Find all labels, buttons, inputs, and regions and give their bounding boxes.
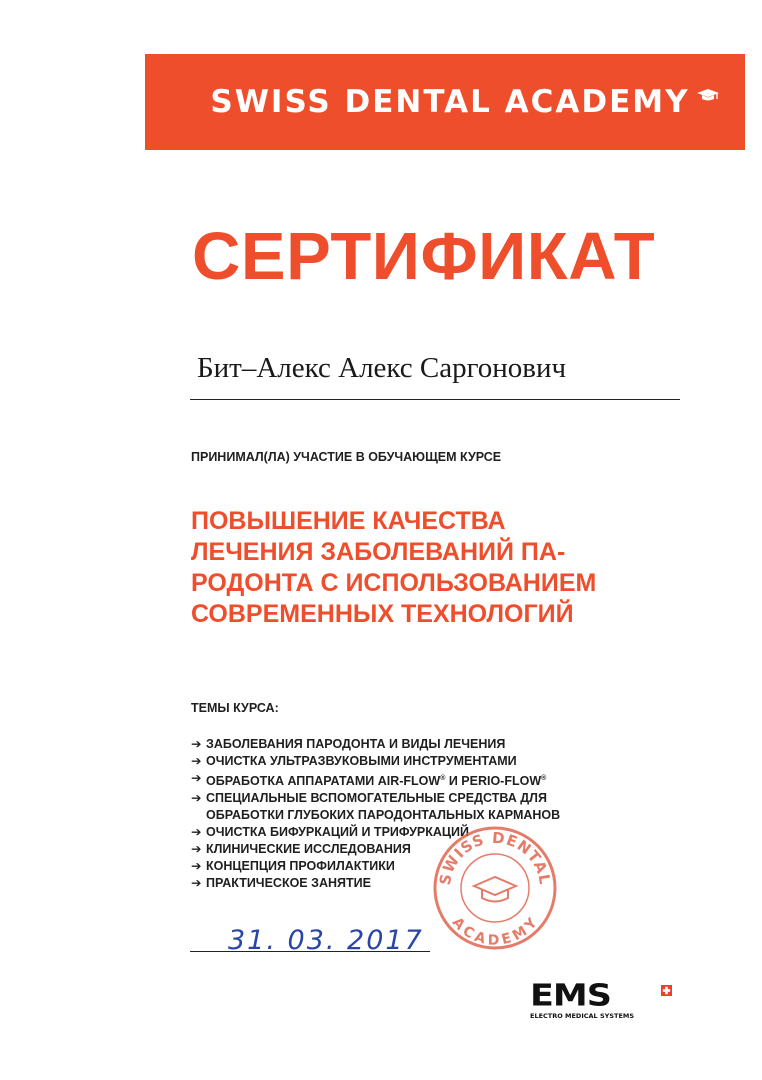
academy-name: SWISS DENTAL ACADEMY (210, 84, 690, 120)
course-title-line: СОВРЕМЕННЫХ ТЕХНОЛОГИЙ (191, 600, 574, 628)
topic-text-part: И PERIO-FLOW (445, 774, 542, 788)
recipient-name: Бит–Алекс Алекс Саргонович (197, 352, 567, 384)
course-title (191, 506, 661, 630)
arrow-right-icon: ➔ (191, 791, 202, 805)
ems-wordmark: EMS (530, 978, 611, 1014)
topic-text: ОЧИСТКА УЛЬТРАЗВУКОВЫМИ ИНСТРУМЕНТАМИ (206, 754, 517, 768)
participation-text: ПРИНИМАЛ(ЛА) УЧАСТИЕ В ОБУЧАЮЩЕМ КУРСЕ (191, 450, 502, 464)
name-underline (190, 399, 680, 400)
stamp-cap-icon (474, 877, 516, 902)
certificate-title: СЕРТИФИКАТ (192, 219, 656, 294)
course-title-line: РОДОНТА С ИСПОЛЬЗОВАНИЕМ (191, 569, 597, 597)
svg-text:ACADEMY (449, 915, 541, 949)
issue-date: 31. 03. 2017 (228, 925, 424, 956)
topic-text (206, 770, 546, 790)
topic-text (206, 790, 560, 824)
topic-text: ПРАКТИЧЕСКОЕ ЗАНЯТИЕ (206, 876, 371, 890)
arrow-right-icon: ➔ (191, 842, 202, 856)
arrow-right-icon: ➔ (191, 825, 202, 839)
topic-text: ОЧИСТКА БИФУРКАЦИЙ И ТРИФУРКАЦИЙ (206, 825, 469, 839)
ems-logo (530, 978, 635, 1020)
registered-mark: ® (541, 775, 547, 782)
course-title-line: ЛЕЧЕНИЯ ЗАБОЛЕВАНИЙ ПА- (191, 538, 566, 566)
graduation-cap-icon (696, 88, 720, 104)
date-underline (190, 951, 430, 952)
list-item (191, 790, 560, 824)
arrow-right-icon: ➔ (191, 859, 202, 873)
arrow-right-icon: ➔ (191, 737, 202, 751)
topic-text: КОНЦЕПЦИЯ ПРОФИЛАКТИКИ (206, 859, 395, 873)
topic-text: КЛИНИЧЕСКИЕ ИССЛЕДОВАНИЯ (206, 842, 411, 856)
topic-text-line: СПЕЦИАЛЬНЫЕ ВСПОМОГАТЕЛЬНЫЕ СРЕДСТВА ДЛЯ (206, 791, 547, 805)
academy-banner (145, 54, 745, 150)
course-title-line: ПОВЫШЕНИЕ КАЧЕСТВА (191, 507, 506, 535)
arrow-right-icon: ➔ (191, 876, 202, 890)
topic-text: ЗАБОЛЕВАНИЯ ПАРОДОНТА И ВИДЫ ЛЕЧЕНИЯ (206, 737, 506, 751)
academy-stamp (430, 822, 560, 952)
list-item (191, 753, 560, 770)
topics-heading: ТЕМЫ КУРСА: (191, 701, 279, 715)
swiss-cross-icon (661, 985, 672, 996)
stamp-text-bottom: ACADEMY (448, 914, 542, 949)
topic-text-part: ОБРАБОТКА АППАРАТАМИ AIR-FLOW (206, 774, 441, 788)
list-item (191, 736, 560, 753)
topic-text-line: ОБРАБОТКИ ГЛУБОКИХ ПАРОДОНТАЛЬНЫХ КАРМАНОВ (206, 808, 561, 822)
stamp-text-top: SWISS DENTAL (435, 828, 555, 887)
list-item (191, 770, 560, 790)
arrow-right-icon: ➔ (191, 771, 202, 785)
registered-mark: ® (440, 775, 446, 782)
ems-tagline: ELECTRO MEDICAL SYSTEMS (530, 1012, 635, 1020)
arrow-right-icon: ➔ (191, 754, 202, 768)
